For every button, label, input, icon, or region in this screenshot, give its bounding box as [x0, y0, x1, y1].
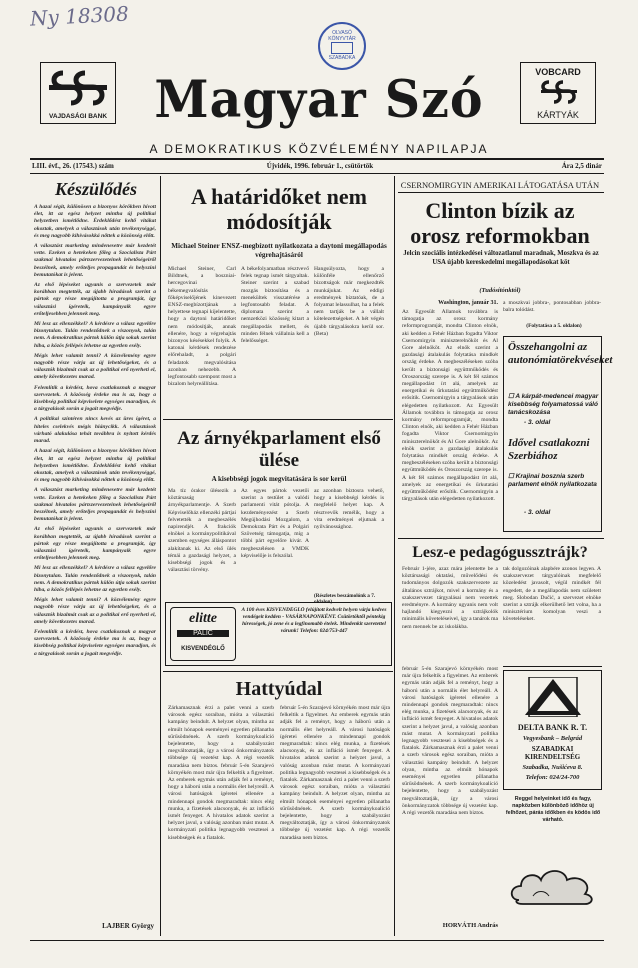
hattyudal-col-2-cont: Zárkamasznak érzi a palet venni a szerb városok egész soraiban, mióta a választási kampány beindult. A helyzet olyan, mintha az elmúlt hónapok eseményei egyetlen pillanatba sűrűsödnének. A szerb kormánykoalíció bejelentette, hogy a szabályozást megváltoztatják, így a városi önkormányzatok többsége új vezetést kap. A régi vezetők maradása nem biztos.	[280, 777, 390, 841]
elitte-logo-mid: PALIC	[177, 630, 229, 637]
teasers-box	[503, 336, 613, 532]
right-article-dateline: Washington, január 31.	[438, 300, 498, 306]
teaser-2-page: - 3. oldal	[524, 509, 551, 516]
price: Ára 2,5 dinár	[561, 162, 602, 170]
left-paragraph-2: A választást marketing mindenesetre már kezdetét vette. Ezeken a hetekeken főleg a Szocialista Párt szakmai hivatalos pártszervezeteinek lehetőségeiről beszélnek, amely erőteljes propagandát és helyszíni bemutatókat is jelent.	[34, 243, 156, 278]
checkbox-icon: ☐	[508, 473, 516, 480]
right-headline: Clinton bízik az orosz reformokban	[410, 198, 590, 248]
left-paragraph-11: Mi lesz az ellenzékkel? A kérdésre a válasz egyelőre bizonytalan. Talán rendeződnek a viszonyok, talán nem. A demokratikus pártok külön útja sokak szerint hiba, a közös fellépés lehetne az egyetlen esély.	[34, 565, 156, 593]
elitte-ad	[165, 602, 392, 666]
right-kicker: CSERNOMIRGYIN AMERIKAI LÁTOGATÁSA UTÁN	[400, 180, 600, 190]
teachers-headline: Lesz-e pedagógussztrájk?	[412, 544, 588, 561]
bank-ad-top-rule	[503, 666, 602, 667]
left-paragraph-10: Az első lépéseket ugyanis a szervezetek már korábban megtették, az újabb híradások szerint a pártok egy része megújította a programját, így választási ígéreteik, kampányaik egyre erőteljesebben jelennek meg.	[34, 526, 156, 562]
hattyudal-byline: HORVÁTH András	[442, 922, 498, 929]
teachers-col-2-text: tak dolgozóinak alapbére azonos legyen. A szakszervezet tárgyalóinak megfelelő közeledést javasolt, végül mindkét fél engedett, de a megállapodás nem született meg. Slobodan Dučić, a szervezet elnöke szerint a sztrájk elkerülhető lett volna, ha a minisztérium komolyan veszi a követeléseket.	[503, 566, 601, 623]
teachers-col-1-text: Február 1-jére, azaz mára jelentette be a köztársasági oktatási, művelődési és tudományos dolgozók szakszervezete az általános sztrájkot, mivel a kormány és a szakszervezet tárgyalásai nem vezettek eredményre. A kormány ugyanis nem volt hajlandó kiegyezni a sztrájkolók minimális követeléseivel, így a tanárok ma nem mennek be az iskolákba.	[402, 566, 498, 630]
left-paragraph-8: A hazai ségit, különösen a bizonyos körökben hívott élet, itt az egész helyzet mintha új politikai helyzetben ismétlődne. Érdeklődést keltő vitákat okoztak, amelyek a választások után tevékenységgé, és meg nagyobb kihívásokká nőttek a közönség előtt.	[34, 448, 156, 484]
left-paragraph-7: A politikai színtéren nincs kevés az üres ígéret, a hiteles cselekvés mégis hiánycikk. A választások várható alakulása tehát továbbra is nyitott kérdés marad.	[34, 416, 156, 445]
left-logo-text: VAJDASÁGI BANK	[48, 113, 108, 120]
hattyudal-col-2-text: február 5-én Szarajevó környékén most már újra felkeltik a figyelmet. Az emberek egymás után adják fel a reményt, hogy a háború után a normális élet helyreáll. A városi hatóságok ígéretei ellenére a mindennapi gondok megmaradtak: nincs elég munka, a fizetések alacsonyak, és az infláció ismét fenyeget. A hivatalos adatok szerint a helyzet javul, a valóság azonban mást mutat. A kormányzati politika legnagyobb vesztesei a kisebbségek és a fiatalok.	[280, 705, 390, 784]
main-col-1-text: Michael Steiner, Carl Bildtnek, a boszniai-hercegovinai békemegvalósítás főképviselőjének kinevezett ENSZ-megbízottjának a helyettese tegnapi kijelentette, hogy a daytoni határidőket nem módosítják, annak ellenére, hogy a végrehajtás bizonyos késésekkel folyik. A katonai kérdések rendezése előrehaladt, a polgári feladatok megvalósítása azonban nehezebb. A legfontosabb szempont most a bizalom helyreállítása.	[168, 266, 236, 388]
delta-bank-ad	[503, 670, 602, 790]
hattyudal-col-3-text: február 5-én Szarajevó környékén most már újra felkeltik a figyelmet. Az emberek egymás után adják fel a reményt, hogy a háború után a normális élet helyreáll. A városi hatóságok ígéretei ellenére a mindennapi gondok megmaradtak: nincs elég munka, a fizetések alacsonyak, és az infláció ismét fenyeget. A hivatalos adatok szerint a helyzet javul, a valóság azonban mást mutat. A kormányzati politika legnagyobb vesztesei a kisebbségek és a fiatalok.	[402, 666, 498, 752]
right-col-2	[503, 300, 601, 320]
teaser-1-item-text: A kárpát-medencei magyar kisebbség folyamatossá váló tanácskozása	[508, 393, 599, 416]
right-logo-top: VOBCARD	[535, 67, 581, 77]
right-deck: Jelcin szociális intézkedései változatlanul maradnak, Moszkva és az USA újabb kereskedelmi megállapodásokat köt	[403, 250, 599, 266]
bank-line-3: Szabadka, Nušićeva 8.	[522, 764, 583, 771]
left-bank-logo	[40, 62, 116, 124]
page-bottom-rule	[30, 940, 604, 941]
masthead-subtitle: A DEMOKRATIKUS KÖZVÉLEMÉNY NAPILAPJA	[149, 142, 489, 156]
delta-logo-icon	[523, 677, 583, 717]
shadow-col-1	[168, 488, 236, 598]
left-paragraph-9: A választást marketing mindenesetre már kezdetét vette. Ezeken a hetekeken főleg a Szocialista Párt szakmai hivatalos pártszervezeteinek lehetőségeiről beszélnek, amely erőteljes propagandát és helyszíni bemutatókat is jelent.	[34, 487, 156, 523]
right-logo-bottom: KÁRTYÁK	[537, 110, 579, 120]
elitte-ad-text: A 100 éves KISVENDÉGLŐ felújított kedvelt helyen várja kedves vendégeit kedden - VASÁRNAPONKÉNT. Csütörtöktől péntekig hírességek, jó zene és a legfinomabb ételek. Mindenkit szeretettel várunk! Telefon: 024/753-447	[241, 607, 387, 634]
left-paragraph-12: Mégis lehet valamit tenni? A közvélemény egyre nagyobb része várja az új lehetőségeket, és a választók bizalmát csak az a politikai erő nyerheti el, amely következetes marad.	[34, 597, 156, 625]
right-correspondent: (Tudósítónktól)	[479, 287, 521, 294]
library-stamp	[318, 22, 366, 70]
hattyudal-headline: Hattyúdal	[235, 678, 323, 700]
right-col-2-text: a moszkvai jobbra-, pontosabban jobbra-balra tolódást.	[503, 300, 601, 314]
left-column-divider	[160, 176, 161, 936]
newspaper-title: Magyar Szó	[154, 68, 484, 130]
left-paragraph-1: A hazai ségit, különösen a bizonyos körökben hívott élet, itt az egész helyzet mintha új politikai helyzetben ismétlődne. Érdeklődést keltő vitákat okoztak, amelyek a választások után tevékenységgé, és meg nagyobb kihívásokká nőttek a közönség előtt.	[34, 204, 156, 239]
teachers-col-2	[503, 566, 601, 662]
teaser-1-page: - 3. oldal	[524, 419, 551, 426]
elitte-logo-bottom: KISVENDÉGLŐ	[181, 646, 225, 652]
right-col-1-text: Az Egyesült Államok továbbra is támogatja az orosz kormány reformprogramját, mondta Clinton elnök, aki kedden a Fehér Házban fogadta Viktor Csernomirgyin miniszterelnököt és Al Gore alelnököt. Az elnök szerint a gazdasági átalakulás folytatása mindkét ország érdeke. A megbeszéléseken szóba került a biztonsági együttműködés és Oroszország szerepe is. A két fél számos megállapodást írt alá, amelyek az energetikai és űrkutatási együttműködést erősítik. Csernomirgyin a tárgyalások után elégedetten nyilatkozott.	[402, 309, 498, 409]
right-col-1	[402, 309, 498, 533]
left-paragraph-13: Felemlítik a kérdést, hova csatlakoznak a magyar szervezetek. A közösség érdeke ma is az, hogy a kisebbség politikai képviselete egységes maradjon, és a tárgyalások során a jogait megvédje.	[34, 628, 156, 657]
main-col-3-text: Hangsúlyozta, hogy a különféle ellenőrző bizottságok már megkezdték munkájukat. Az eddigi eredmények bíztatóak, de a folyamat lelassulhat, ha a felek nem tartják be a vállalt kötelezettségeket. A hét végén újabb tárgyalásokra kerül sor. (Beta)	[314, 266, 384, 337]
main-col-2-text: A békefolyamatban résztvevő felek tegnap ismét tárgyaltak. Steiner szerint a szabad mozgás biztosítása és a menekültek visszatérése a legfontosabb feladat. A diplomata szerint a nemzetközi közösség kitart a megállapodás mellett, és minden félnek vállalnia kell a felelősséget.	[241, 266, 309, 345]
main-article-rule	[163, 419, 393, 420]
left-column-text	[34, 204, 156, 916]
teaser-2-title: Idővel csatlakozni Szerbiához	[508, 437, 590, 462]
masthead-rule-top	[30, 158, 604, 160]
teaser-1-title: Összehangolni az autonómiatörekvéseket	[508, 341, 613, 366]
right-continued: (Folytatása a 5. oldalon)	[526, 323, 582, 329]
handwritten-catalog-number: Ny 18308	[29, 1, 130, 31]
left-column-byline: LAJBER György	[102, 922, 154, 930]
weather-cloud-icon	[505, 862, 601, 908]
hattyudal-col-1-cont: február 5-én Szarajevó környékén most már újra felkeltik a figyelmet. Az emberek egymás után adják fel a reményt, hogy a háború után a normális élet helyreáll. A városi hatóságok ígéretei ellenére a mindennapi gondok megmaradtak: nincs elég munka, a fizetések alacsonyak, és az infláció ismét fenyeget. A hivatalos adatok szerint a helyzet javul, a valóság azonban mást mutat. A kormányzati politika legnagyobb vesztesei a kisebbségek és a fiatalok.	[168, 762, 274, 841]
bank-line-2: SZABADKAI KIRENDELTSÉG	[524, 745, 581, 761]
hattyudal-col-1-text: Zárkamasznak érzi a palet venni a szerb városok egész soraiban, mióta a választási kampány beindult. A helyzet olyan, mintha az elmúlt hónapok eseményei egyetlen pillanatba sűrűsödnének. A szerb kormánykoalíció bejelentette, hogy a szabályozást megváltoztatják, így a városi önkormányzatok többsége új vezetést kap. A régi vezetők maradása nem biztos.	[168, 705, 274, 769]
issue-number: LIII. évf., 26. (17543.) szám	[32, 162, 114, 170]
left-paragraph-4: Mi lesz az ellenzékkel? A kérdésre a válasz egyelőre bizonytalan. Talán rendeződnek a viszonyok, talán nem. A demokratikus pártok külön útja sokak szerint hiba, a közös fellépés lehetne az egyetlen esély.	[34, 321, 156, 349]
stamp-emblem-icon	[331, 42, 353, 54]
shadow-deck: A kisebbségi jogok megvitatására is sor kerül	[211, 475, 347, 483]
hattyudal-top-rule	[163, 671, 393, 672]
left-paragraph-5: Mégis lehet valamit tenni? A közvélemény egyre nagyobb része várja az új lehetőségeket, és a választók bizalmát csak az a politikai erő nyerheti el, amely következetes marad.	[34, 352, 156, 381]
bank-line-4: Telefon: 024/24-700	[525, 774, 580, 781]
shadow-col-2-text: Az egyes pártok vezetői szerint a testület a valódi parlamenti vitát pótolja. A kezdeményezést a Szerb Megújhodási Mozgalom, a Demokrata Párt és a Polgári Szövetség támogatja, míg a többi párt egyelőre kivár. A megbeszélésen a VMDK képviselője is felszólal.	[241, 488, 309, 559]
masthead-rule-bottom	[30, 173, 604, 174]
teaser-2-item	[508, 473, 600, 489]
shadow-col-3	[314, 488, 384, 592]
bank-name: DELTA BANK R. T.	[517, 723, 588, 732]
main-headline: A határidőket nem módosítják	[191, 184, 367, 234]
hattyudal-col-1	[168, 705, 274, 935]
main-col-1	[168, 266, 236, 416]
hattyudal-col-3-cont: Zárkamasznak érzi a palet venni a szerb városok egész soraiban, mióta a választási kampány beindult. A helyzet olyan, mintha az elmúlt hónapok eseményei egyetlen pillanatba sűrűsödnének. A szerb kormánykoalíció bejelentette, hogy a szabályozást megváltoztatják, így a városi önkormányzatok többsége új vezetést kap. A régi vezetők maradása nem biztos.	[402, 745, 498, 817]
hattyudal-col-2	[280, 705, 390, 935]
right-col-1-cont: Az Egyesült Államok továbbra is támogatja az orosz kormány reformprogramját, mondta Clinton elnök, aki kedden a Fehér Házban fogadta Viktor Csernomirgyin miniszterelnököt és Al Gore alelnököt. Az elnök szerint a gazdasági átalakulás folytatása mindkét ország érdeke. A megbeszéléseken szóba került a biztonsági együttműködés és Oroszország szerepe is. A két fél számos megállapodást írt alá, amelyek az energetikai és űrkutatási együttműködést erősítik. Csernomirgyin a tárgyalások után elégedetten nyilatkozott.	[402, 402, 498, 503]
shadow-col-2	[241, 488, 309, 598]
checkbox-icon: ☐	[508, 393, 516, 400]
bank-line-1: Vegyesbank – Belgrád	[522, 735, 583, 742]
main-deck: Michael Steiner ENSZ-megbízott nyilatkozata a daytoni megállapodás végrehajtásáról	[171, 242, 387, 259]
stamp-bottom-text: SZABADKA	[328, 55, 356, 61]
shadow-headline: Az árnyékparlament első ülése	[177, 428, 381, 471]
teachers-col-1	[402, 566, 498, 662]
left-paragraph-3: Az első lépéseket ugyanis a szervezetek már korábban megtették, az újabb híradások szerint a pártok egy része megújította a programját, így választási ígéreteik, kampányaik egyre erőteljesebben jelennek meg.	[34, 282, 156, 317]
shadow-continued: (Részletes beszámolónk a 7. oldalon)	[314, 593, 376, 605]
elitte-logo-top: elitte	[189, 611, 217, 626]
right-card-logo	[520, 62, 596, 124]
weather-notice: Reggel helyeinket idő és fagy, napközben különböző időhöz új felhőzet, párás időkben és ködös idő várható.	[505, 796, 601, 823]
left-paragraph-6: Felemlítik a kérdést, hova csatlakoznak a magyar szervezetek. A közösség érdeke ma is az, hogy a kisebbség politikai képviselete egységes maradjon, és a tárgyalások során a jogait megvédje.	[34, 384, 156, 413]
center-column-divider	[394, 176, 395, 936]
elitte-logo	[170, 607, 236, 661]
card-logo-icon	[521, 79, 595, 105]
main-col-3	[314, 266, 384, 416]
right-kicker-rule	[398, 192, 604, 193]
dateline: Újvidék, 1996. február 1., csütörtök	[266, 162, 374, 170]
teachers-top-rule	[398, 538, 604, 539]
shadow-col-1-text: Ma tíz órakor ülésezik a köztársaság árnyékparlamentje. A Szerb Képviselőház ellenzéki pártjai felvetették a megbeszélés napirendjét. A frakciók elnökei a kormánypolitikával szemben egységes álláspontot alakítanak ki. Az első ülés témái a gazdasági helyzet, a kisebbségi jogok és a választási törvény.	[168, 488, 236, 574]
bank-logo-icon	[41, 67, 115, 111]
shadow-col-3-text: az azonban biztosra vehető, hogy a kisebbségi kérdés is megfelelő helyet kap. A résztvevők remélik, hogy a vita eredményei eljutnak a nyilvánossághoz.	[314, 488, 384, 531]
hattyudal-col-3	[402, 666, 498, 921]
stamp-top-text: OLVASÓ KÖNYVTÁR	[328, 30, 356, 42]
teaser-1-item	[508, 393, 600, 417]
main-col-2	[241, 266, 309, 416]
left-column-title: Készülődés	[54, 179, 137, 199]
teaser-2-item-text: Krajinai bosznia szerb parlament elnök nyilatkozata	[508, 473, 597, 488]
